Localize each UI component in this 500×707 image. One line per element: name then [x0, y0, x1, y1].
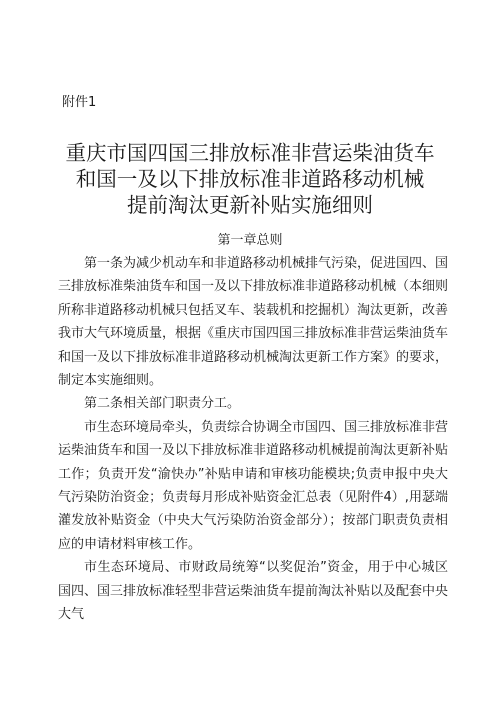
attachment-label: 附件1 [62, 95, 97, 110]
paragraph-env-bureau: 市生态环境局牵头，负责综合协调全市国四、国三排放标准非营运柴油货车和国一及以下排放标准非道路移动机械提前淘汰更新补贴工作；负责开发“渝快办”补贴申请和审核功能模块;负责申报中央大气污染防治资金；负责每月形成补贴资金汇总表（见附件4）,用瑟端灌发放补贴资金（中央大气污染防治资金部分）；按部门职责负责相应的申请材料审核工作。 [58, 419, 449, 552]
document-body [58, 252, 448, 627]
chapter-heading: 第一章总则 [217, 233, 283, 248]
document-title [40, 140, 460, 218]
paragraph-finance-bureau: 市生态环境局、市财政局统筹“以奖促治”资金，用于中心城区国四、国三排放标准轻型非营运柴油货车提前淘汰补贴以及配套中央大气 [58, 560, 449, 623]
paragraph-article-1: 第一条为减少机动车和非道路移动机械排气污染，促进国四、国三排放标准柴油货车和国一及以下排放标准非道路移动机械（本细则所称非道路移动机械只包括叉车、装载机和挖掘机）淘汰更新，改善我市大气环境质量，根据《重庆市国四国三排放标准非营运柴油货车和国一及以下排放标准非道路移动机械淘汰更新工作方案》的要求，制定本实施细则。 [58, 256, 449, 389]
paragraph-article-2: 第二条相关部门职责分工。 [84, 396, 241, 412]
title-line-2: 和国一及以下排放标准非道路移动机械 [75, 167, 425, 191]
title-line-1: 重庆市国四国三排放标准非营运柴油货车 [65, 141, 435, 165]
title-line-3: 提前淘汰更新补贴实施细则 [127, 193, 373, 217]
